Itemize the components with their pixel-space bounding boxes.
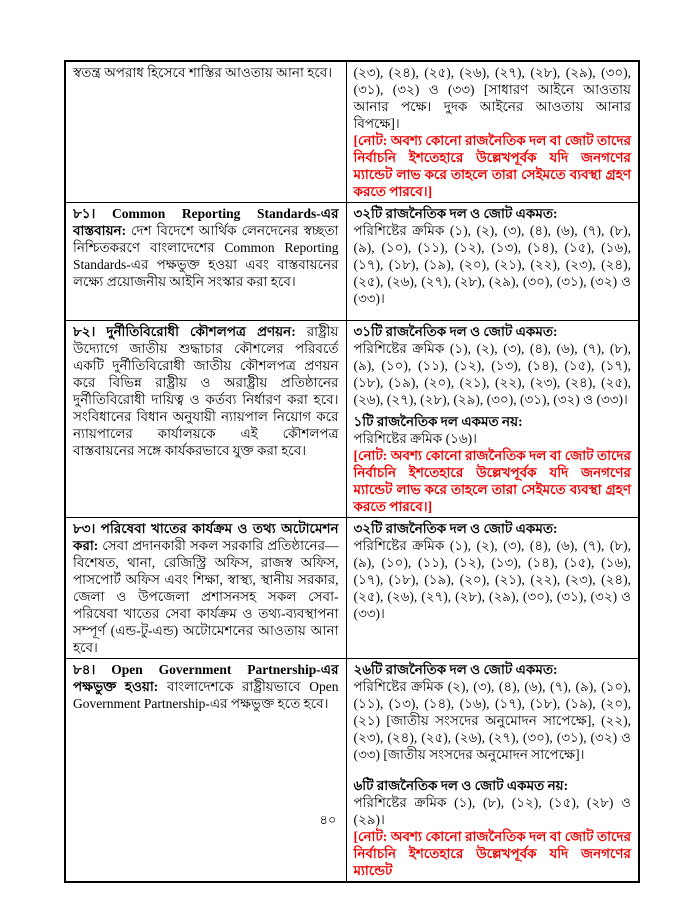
table-row-81 — [65, 203, 639, 321]
table-row-84 — [65, 659, 639, 883]
page-number: ৪০ — [319, 812, 337, 827]
consensus-heading: ৩১টি রাজনৈতিক দল ও জোট একমত: — [353, 324, 558, 339]
consensus-cell — [346, 659, 639, 883]
proposal-title: ৮৩। পরিষেবা খাতের কার্যক্রম ও তথ্য অটোমেশন করা: — [73, 521, 339, 553]
consensus-cell — [346, 518, 639, 659]
dissent-list: পরিশিষ্টের ক্রমিক (১), (৮), (১২), (১৫), (২৮) ও (২৯)। — [353, 795, 631, 827]
serial-list: (২৩), (২৪), (২৫), (২৬), (২৭), (২৮), (২৯), (৩০), (৩১), (৩২) ও (৩৩) [সাধারণ আইনে আওতায় আনার পক্ষে। দুদক আইনের আওতায় আনার বিপক্ষে]। — [353, 65, 631, 131]
consensus-cell — [346, 61, 639, 203]
proposal-paragraph — [73, 323, 339, 459]
proposal-body: দেশ বিদেশে আর্থিক লেনদেনের স্বচ্ছতা নিশ্চিতকরণে বাংলাদেশের Common Reporting Standards-এর পক্ষভুক্ত হওয়া এবং বাস্তবায়নের লক্ষ্যে প্রয়োজনীয় আইনি সংস্কার করা হবে। — [73, 223, 339, 289]
note-text-truncated: [নোট: অবশ্য কোনো রাজনৈতিক দল বা জোট তাদের নির্বাচনি ইশতেহারে উল্লেখপূর্বক যদি জনগণের ম্যান্ডেট — [353, 829, 631, 878]
serial-list: পরিশিষ্টের ক্রমিক (১), (২), (৩), (৪), (৬), (৭), (৮), (৯), (১০), (১১), (১২), (১৩), (১৪), (১৫), (১৬), (১৭), (১৮), (১৯), (২০), (২১), (২২), (২৩), (২৪), (২৫), (২৬), (২৭), (২৮), (২৯), (৩০), (৩১), (৩২) ও (৩৩)। — [353, 538, 631, 621]
proposal-paragraph — [73, 661, 339, 712]
proposal-paragraph — [73, 205, 339, 290]
note-text: [নোট: অবশ্য কোনো রাজনৈতিক দল বা জোট তাদের নির্বাচনি ইশতেহারে উল্লেখপূর্বক যদি জনগণের ম্যান্ডেট লাভ করে তাহলে তারা সেইমতে ব্যবস্থা গ্রহণ করতে পারবে।] — [353, 448, 631, 514]
consensus-comparison-table — [64, 60, 640, 883]
proposal-title: ৮৪। Open Government Partnership-এর পক্ষভুক্ত হওয়া: — [73, 662, 339, 694]
consensus-heading: ৩২টি রাজনৈতিক দল ও জোট একমত: — [353, 521, 558, 536]
dissent-heading: ৬টি রাজনৈতিক দল ও জোট একমত নয়: — [353, 778, 569, 793]
table-row-83 — [65, 518, 639, 659]
serial-list: পরিশিষ্টের ক্রমিক (১), (২), (৩), (৪), (৬), (৭), (৮), (৯), (১০), (১১), (১২), (১৩), (১৪), (১৫), (১৭), (১৮), (১৯), (২০), (২১), (২২), (২৩), (২৪), (২৫), (২৬), (২৭), (২৮), (২৯), (৩০), (৩১), (৩২) ও (৩৩)। — [353, 341, 631, 407]
proposal-cell — [65, 518, 346, 659]
consensus-cell — [346, 203, 639, 321]
proposal-body: রাষ্ট্রীয় উদ্যোগে জাতীয় শুদ্ধাচার কৌশলের পরিবর্তে একটি দুর্নীতিবিরোধী জাতীয় কৌশলপত্র প্রণয়ন করে বিভিন্ন রাষ্ট্রীয় ও অরাষ্ট্রীয় প্রতিষ্ঠানের দুর্নীতিবিরোধী দায়িত্ব ও কর্তব্য নির্ধারণ করা হবে। সংবিধানের বিধান অনুযায়ী ন্যায়পাল নিয়োগ করে ন্যায়পালের কার্যালয়কে এই কৌশলপত্র বাস্তবায়নের সঙ্গে কার্যকরভাবে যুক্ত করা হবে। — [73, 324, 339, 458]
table-row-continuation — [65, 61, 639, 203]
proposal-cell — [65, 321, 346, 518]
consensus-cell — [346, 321, 639, 518]
proposal-paragraph — [73, 520, 339, 656]
note-text: [নোট: অবশ্য কোনো রাজনৈতিক দল বা জোট তাদের নির্বাচনি ইশতেহারে উল্লেখপূর্বক যদি জনগণের ম্যান্ডেট লাভ করে তাহলে তারা সেইমতে ব্যবস্থা গ্রহণ করতে পারবে।] — [353, 133, 631, 199]
proposal-body: বাংলাদেশকে রাষ্ট্রীয়ভাবে Open Government Partnership-এর পক্ষভুক্ত হতে হবে। — [73, 679, 339, 711]
table-row-82 — [65, 321, 639, 518]
serial-list: পরিশিষ্টের ক্রমিক (১), (২), (৩), (৪), (৬), (৭), (৮), (৯), (১০), (১১), (১২), (১৩), (১৪), (১৫), (১৬), (১৭), (১৮), (১৯), (২০), (২১), (২২), (২৩), (২৪), (২৫), (২৬), (২৭), (২৮), (২৯), (৩০), (৩১), (৩২) ও (৩৩)। — [353, 223, 631, 306]
consensus-heading: ৩২টি রাজনৈতিক দল ও জোট একমত: — [353, 206, 558, 221]
proposal-body: সেবা প্রদানকারী সকল সরকারি প্রতিষ্ঠানের— বিশেষত, থানা, রেজিস্ট্রি অফিস, রাজস্ব অফিস, পাসপোর্ট অফিস এবং শিক্ষা, স্বাস্থ্য, স্থানীয় সরকার, জেলা ও উপজেলা প্রশাসনসহ সকল সেবা-পরিষেবা খাতের সেবা কার্যক্রম ও তথ্য-ব্যবস্থাপনা সম্পূর্ণ (এন্ড-টু-এন্ড) অটোমেশনের আওতায় আনা হবে। — [73, 538, 339, 655]
serial-list: পরিশিষ্টের ক্রমিক (২), (৩), (৪), (৬), (৭), (৯), (১০), (১১), (১৩), (১৪), (১৬), (১৭), (১৮), (১৯), (২০), (২১) [জাতীয় সংসদের অনুমোদন সাপেক্ষে], (২২), (২৩), (২৪), (২৫), (২৬), (২৭), (৩০), (৩১), (৩২) ও (৩৩) [জাতীয় সংসদের অনুমোদন সাপেক্ষে]। — [353, 679, 631, 762]
proposal-body: স্বতন্ত্র অপরাধ হিসেবে শাস্তির আওতায় আনা হবে। — [73, 65, 333, 80]
dissent-list: পরিশিষ্টের ক্রমিক (১৬)। — [353, 431, 477, 446]
proposal-cell — [65, 203, 346, 321]
proposal-title: ৮২। দুর্নীতিবিরোধী কৌশলপত্র প্রণয়ন: — [73, 324, 296, 339]
consensus-heading: ২৬টি রাজনৈতিক দল ও জোট একমত: — [353, 662, 558, 677]
proposal-cell — [65, 659, 346, 883]
proposal-cell — [65, 61, 346, 203]
proposal-title: ৮১। Common Reporting Standards-এর বাস্তবায়ন: — [73, 206, 339, 238]
dissent-heading: ১টি রাজনৈতিক দল একমত নয়: — [353, 414, 523, 429]
